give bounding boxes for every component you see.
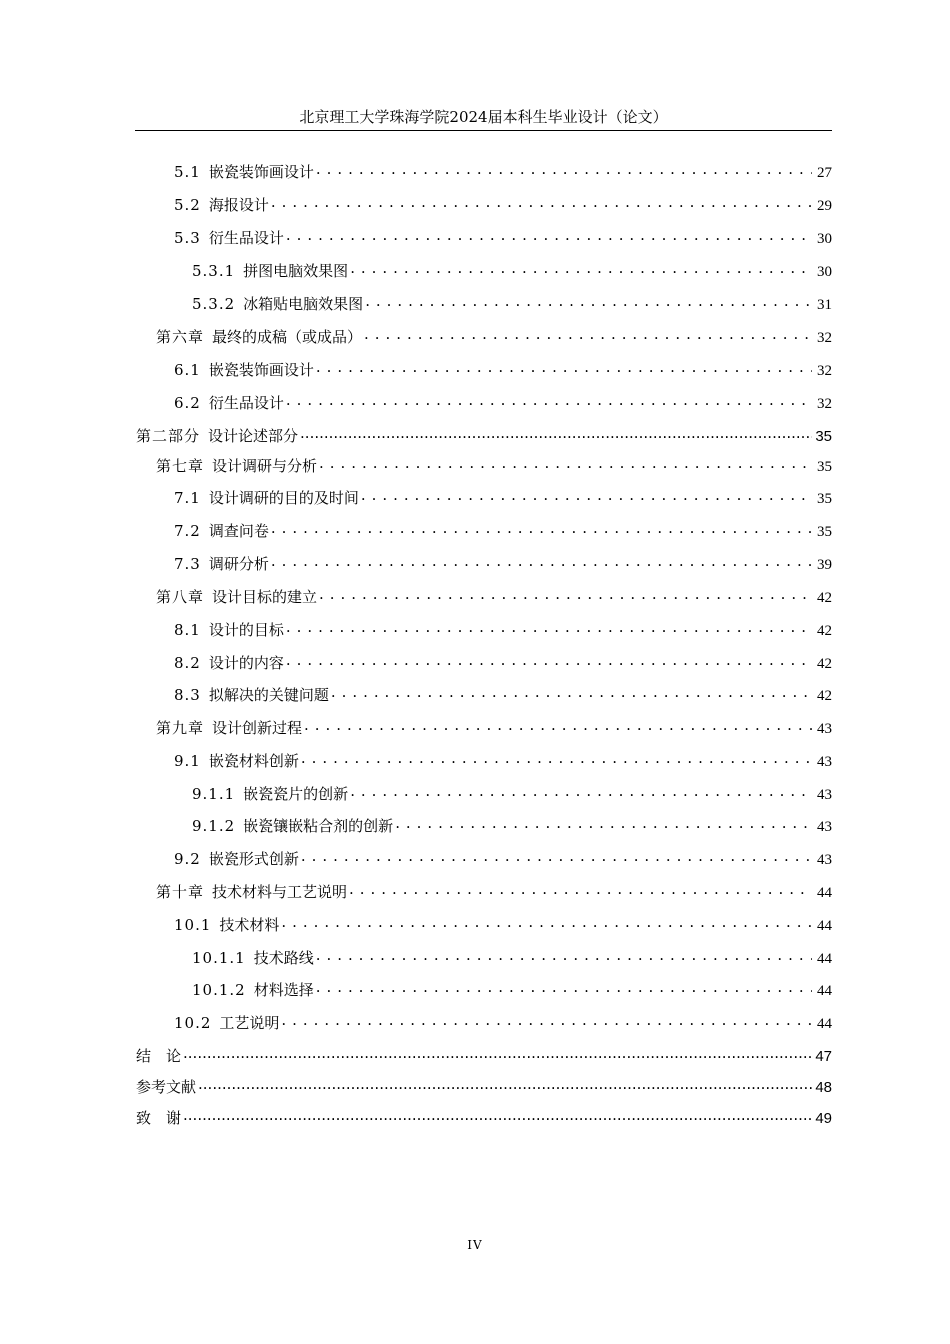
dot-leader <box>300 426 812 441</box>
dot-leader <box>350 261 812 276</box>
toc-entry-title: 参考文献 <box>136 1078 197 1096</box>
header-title: 北京理工大学珠海学院2024届本科生毕业设计（论文） <box>299 108 668 126</box>
toc-entry-page: 48 <box>815 1079 832 1096</box>
toc-entry-page: 42 <box>817 623 832 639</box>
toc-entry-number: 9.2 <box>174 850 201 868</box>
toc-entry-number: 6.2 <box>174 394 201 412</box>
toc-entry-number: 8.3 <box>174 686 201 704</box>
toc-entry-title: 衍生品设计 <box>208 229 284 247</box>
toc-entry[interactable] <box>156 717 832 738</box>
toc-entry-page: 35 <box>815 428 832 445</box>
toc-entry-title: 技术路线 <box>253 949 314 967</box>
toc-entry-number: 8.2 <box>174 654 201 672</box>
dot-leader <box>281 915 812 930</box>
toc-entry-page: 43 <box>817 819 832 835</box>
dot-leader <box>319 587 812 602</box>
toc-entry[interactable] <box>174 914 832 935</box>
toc-entry-title: 设计的内容 <box>208 654 284 672</box>
toc-entry-page: 43 <box>817 754 832 770</box>
toc-entry-page: 32 <box>817 396 832 412</box>
toc-entry-page: 42 <box>817 688 832 704</box>
toc-entry[interactable] <box>174 520 832 541</box>
dot-leader <box>286 228 812 243</box>
toc-entry-page: 35 <box>817 491 832 507</box>
toc-entry[interactable] <box>156 455 832 476</box>
toc-entry-title: 设计论述部分 <box>208 427 299 445</box>
toc-entry[interactable] <box>174 392 832 413</box>
toc-entry-page: 49 <box>815 1110 832 1127</box>
toc-entry-number: 8.1 <box>174 621 201 639</box>
toc-entry-number: 第十章 <box>156 883 205 901</box>
dot-leader <box>349 882 812 897</box>
toc-entry-number: 5.3.2 <box>192 295 236 313</box>
dot-leader <box>361 488 812 503</box>
toc-entry-number: 第七章 <box>156 457 205 475</box>
page-footer <box>0 1238 950 1252</box>
toc-entry-page: 27 <box>817 165 832 181</box>
toc-entry[interactable] <box>192 947 832 968</box>
toc-entry-title: 工艺说明 <box>219 1014 280 1032</box>
toc-entry-page: 44 <box>817 951 832 967</box>
toc-entry-title: 嵌瓷材料创新 <box>208 752 299 770</box>
toc-entry[interactable] <box>174 194 832 215</box>
toc-entry-title: 最终的成稿（或成品） <box>212 328 363 346</box>
toc-entry[interactable] <box>174 553 832 574</box>
dot-leader <box>183 1108 812 1123</box>
dot-leader <box>316 360 812 375</box>
dot-leader <box>286 653 812 668</box>
toc-entry-number: 第八章 <box>156 588 205 606</box>
page-number: IV <box>467 1238 483 1252</box>
toc-entry[interactable] <box>156 586 832 607</box>
toc-part-entry[interactable] <box>136 1045 832 1066</box>
toc-entry-title: 拟解决的关键问题 <box>208 686 329 704</box>
toc-part-entry[interactable] <box>136 1107 832 1128</box>
dot-leader <box>198 1077 812 1092</box>
toc-entry-page: 44 <box>817 1016 832 1032</box>
toc-entry-page: 35 <box>817 459 832 475</box>
toc-entry-page: 44 <box>817 885 832 901</box>
toc-entry-title: 拼图电脑效果图 <box>243 262 349 280</box>
toc-entry-page: 44 <box>817 983 832 999</box>
toc-entry-number: 第二部分 <box>136 427 201 445</box>
toc-entry[interactable] <box>192 293 832 314</box>
dot-leader <box>271 554 812 569</box>
toc-entry-number: 10.1 <box>174 916 212 934</box>
toc-entry-page: 47 <box>815 1048 832 1065</box>
dot-leader <box>395 816 812 831</box>
dot-leader <box>304 718 812 733</box>
dot-leader <box>316 948 812 963</box>
dot-leader <box>301 751 812 766</box>
toc-entry[interactable] <box>174 652 832 673</box>
toc-entry[interactable] <box>174 750 832 771</box>
toc-entry[interactable] <box>174 359 832 380</box>
toc-entry-page: 43 <box>817 721 832 737</box>
dot-leader <box>281 1013 812 1028</box>
toc-entry[interactable] <box>174 619 832 640</box>
toc-entry-page: 44 <box>817 918 832 934</box>
toc-entry-title: 调研分析 <box>208 555 269 573</box>
toc-entry[interactable] <box>174 684 832 705</box>
toc-entry[interactable] <box>174 848 832 869</box>
toc-entry-number: 9.1.1 <box>192 785 236 803</box>
dot-leader <box>286 393 812 408</box>
dot-leader <box>271 521 812 536</box>
toc-entry-number: 10.1.1 <box>192 949 246 967</box>
toc-entry[interactable] <box>192 260 832 281</box>
toc-entry-number: 9.1 <box>174 752 201 770</box>
toc-entry-title: 嵌瓷瓷片的创新 <box>243 785 349 803</box>
toc-entry-title: 设计调研的目的及时间 <box>208 489 359 507</box>
toc-entry-title: 技术材料 <box>219 916 280 934</box>
toc-entry-title: 嵌瓷镶嵌粘合剂的创新 <box>243 817 394 835</box>
toc-entry-number: 6.1 <box>174 361 201 379</box>
toc-entry-number: 5.3 <box>174 229 201 247</box>
dot-leader <box>286 620 812 635</box>
toc-entry-title: 设计目标的建立 <box>212 588 318 606</box>
dot-leader <box>319 456 812 471</box>
toc-entry-title: 冰箱贴电脑效果图 <box>243 295 364 313</box>
toc-entry[interactable] <box>174 227 832 248</box>
toc-entry[interactable] <box>192 815 832 836</box>
toc-entry-page: 31 <box>817 297 832 313</box>
toc-entry-page: 43 <box>817 787 832 803</box>
toc-entry[interactable] <box>156 881 832 902</box>
dot-leader <box>350 784 812 799</box>
toc-entry-page: 35 <box>817 524 832 540</box>
toc-entry-number: 5.2 <box>174 196 201 214</box>
toc-entry-title: 致 谢 <box>136 1109 182 1127</box>
toc-entry-title: 衍生品设计 <box>208 394 284 412</box>
toc-entry-title: 设计创新过程 <box>212 719 303 737</box>
toc-entry-number: 7.2 <box>174 522 201 540</box>
toc-entry-number: 10.1.2 <box>192 981 246 999</box>
toc-entry-page: 32 <box>817 330 832 346</box>
toc-entry-title: 技术材料与工艺说明 <box>212 883 348 901</box>
toc-entry[interactable] <box>192 783 832 804</box>
toc-entry-title: 结 论 <box>136 1047 182 1065</box>
dot-leader <box>331 685 812 700</box>
toc-entry[interactable] <box>174 487 832 508</box>
dot-leader <box>316 162 812 177</box>
dot-leader <box>316 980 812 995</box>
toc-entry[interactable] <box>192 979 832 1000</box>
toc-entry-title: 设计的目标 <box>208 621 284 639</box>
toc-entry-page: 43 <box>817 852 832 868</box>
toc-entry-title: 材料选择 <box>253 981 314 999</box>
toc-entry-title: 设计调研与分析 <box>212 457 318 475</box>
toc-entry-number: 9.1.2 <box>192 817 236 835</box>
toc-entry-page: 32 <box>817 363 832 379</box>
toc-entry-page: 42 <box>817 590 832 606</box>
toc-entry-title: 嵌瓷形式创新 <box>208 850 299 868</box>
toc-entry-page: 42 <box>817 656 832 672</box>
toc-entry-page: 39 <box>817 557 832 573</box>
dot-leader <box>183 1046 812 1061</box>
toc-entry-number: 5.1 <box>174 163 201 181</box>
toc-part-entry[interactable] <box>136 1076 832 1097</box>
toc-entry-number: 第九章 <box>156 719 205 737</box>
dot-leader <box>271 195 812 210</box>
toc-entry-number: 第六章 <box>156 328 205 346</box>
toc-part-entry[interactable] <box>136 425 832 446</box>
toc-entry-number: 10.2 <box>174 1014 212 1032</box>
dot-leader <box>364 327 812 342</box>
toc-entry-page: 30 <box>817 231 832 247</box>
toc-entry-title: 嵌瓷装饰画设计 <box>208 163 314 181</box>
toc-entry[interactable] <box>156 326 832 347</box>
toc-entry-number: 7.1 <box>174 489 201 507</box>
toc-entry-title: 调查问卷 <box>208 522 269 540</box>
dot-leader <box>301 849 812 864</box>
toc-entry-title: 嵌瓷装饰画设计 <box>208 361 314 379</box>
dot-leader <box>365 294 812 309</box>
toc-entry-title: 海报设计 <box>208 196 269 214</box>
toc-entry-page: 30 <box>817 264 832 280</box>
toc-entry[interactable] <box>174 1012 832 1033</box>
toc-entry-page: 29 <box>817 198 832 214</box>
toc-entry-number: 7.3 <box>174 555 201 573</box>
toc-entry[interactable] <box>174 161 832 182</box>
toc-entry-number: 5.3.1 <box>192 262 236 280</box>
